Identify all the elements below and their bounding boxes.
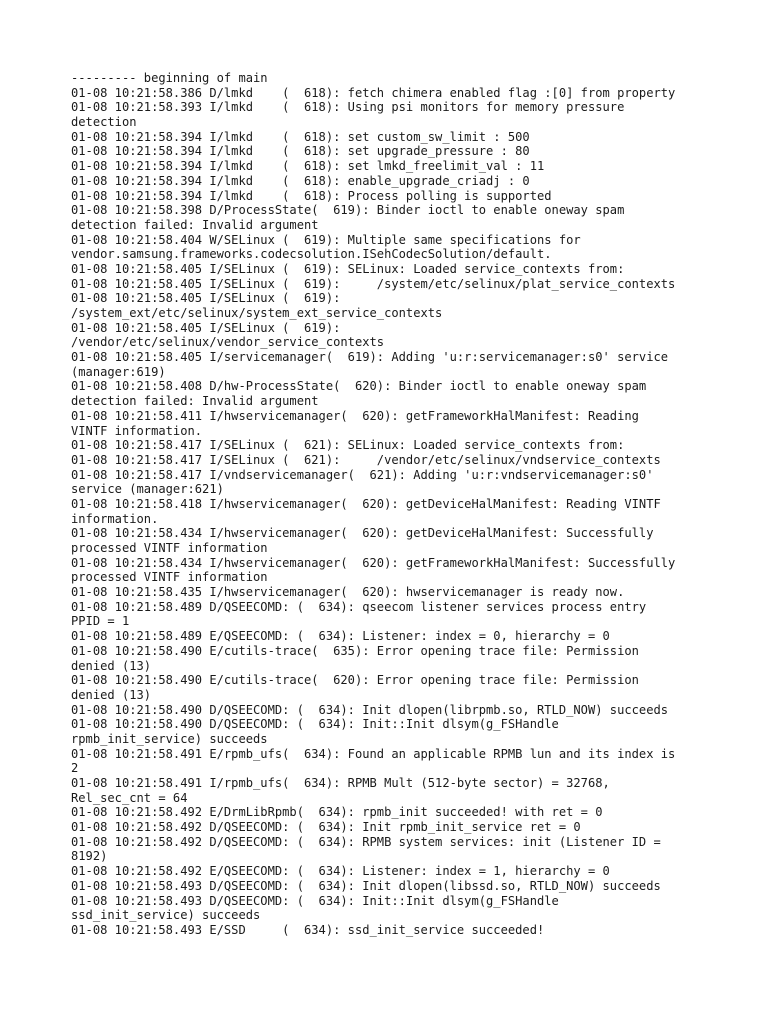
log-line: 01-08 10:21:58.417 I/SELinux ( 621): /vendor/etc/selinux/vndservice_contexts: [71, 452, 661, 467]
log-line: 01-08 10:21:58.386 D/lmkd ( 618): fetch chimera enabled flag :[0] from property: [71, 85, 676, 100]
log-line: vendor.samsung.frameworks.codecsolution.ISehCodecSolution/default.: [71, 247, 552, 262]
log-line: Rel_sec_cnt = 64: [71, 790, 188, 805]
log-line: detection failed: Invalid argument: [71, 217, 319, 232]
log-line: 01-08 10:21:58.493 D/QSEECOMD: ( 634): Init dlopen(libssd.so, RTLD_NOW) succeeds: [71, 878, 661, 893]
log-line: 01-08 10:21:58.408 D/hw-ProcessState( 620): Binder ioctl to enable oneway spam: [71, 379, 647, 394]
log-line: 01-08 10:21:58.492 E/DrmLibRpmb( 634): rpmb_init succeeded! with ret = 0: [71, 805, 603, 820]
log-line: 01-08 10:21:58.405 I/SELinux ( 619): /system/etc/selinux/plat_service_contexts: [71, 276, 676, 291]
log-line: processed VINTF information: [71, 541, 268, 555]
log-line: detection: [71, 115, 137, 130]
log-line: 01-08 10:21:58.394 I/lmkd ( 618): enable_upgrade_criadj : 0: [71, 173, 530, 188]
log-document: [71, 71, 711, 938]
log-line: 01-08 10:21:58.394 I/lmkd ( 618): set upgrade_pressure : 80: [71, 144, 530, 159]
log-line: (manager:619): [71, 364, 166, 379]
log-line: ssd_init_service) succeeds: [71, 908, 261, 923]
log-line: /system_ext/etc/selinux/system_ext_service_contexts: [71, 306, 443, 320]
log-line: 01-08 10:21:58.394 I/lmkd ( 618): Process polling is supported: [71, 188, 552, 203]
log-line: denied (13): [71, 687, 152, 702]
log-line: 01-08 10:21:58.398 D/ProcessState( 619): Binder ioctl to enable oneway spam: [71, 203, 625, 218]
log-line: 01-08 10:21:58.489 E/QSEECOMD: ( 634): Listener: index = 0, hierarchy = 0: [71, 629, 610, 644]
log-line: processed VINTF information: [71, 570, 268, 585]
log-line: 01-08 10:21:58.490 D/QSEECOMD: ( 634): Init::Init dlsym(g_FSHandle: [71, 717, 559, 732]
log-line: 01-08 10:21:58.491 E/rpmb_ufs( 634): Found an applicable RPMB lun and its index is: [71, 746, 676, 761]
log-line: 01-08 10:21:58.434 I/hwservicemanager( 620): getFrameworkHalManifest: Successfully: [71, 555, 676, 570]
log-line: 01-08 10:21:58.490 E/cutils-trace( 635): Error opening trace file: Permission: [71, 643, 639, 658]
log-line: --------- beginning of main: [71, 71, 268, 85]
log-line: PPID = 1: [71, 614, 130, 629]
log-line: 01-08 10:21:58.492 D/QSEECOMD: ( 634): Init rpmb_init_service ret = 0: [71, 820, 581, 835]
log-line: 01-08 10:21:58.411 I/hwservicemanager( 620): getFrameworkHalManifest: Reading: [71, 408, 639, 423]
log-line: service (manager:621): [71, 482, 224, 497]
log-line: 01-08 10:21:58.418 I/hwservicemanager( 620): getDeviceHalManifest: Reading VINTF: [71, 496, 661, 511]
log-line: 8192): [71, 849, 108, 864]
log-line: 01-08 10:21:58.405 I/SELinux ( 619): SELinux: Loaded service_contexts from:: [71, 261, 625, 276]
log-line: 01-08 10:21:58.489 D/QSEECOMD: ( 634): qseecom listener services process entry: [71, 599, 647, 614]
log-line: 01-08 10:21:58.404 W/SELinux ( 619): Multiple same specifications for: [71, 232, 581, 247]
log-line: rpmb_init_service) succeeds: [71, 731, 268, 746]
log-line: 01-08 10:21:58.435 I/hwservicemanager( 620): hwservicemanager is ready now.: [71, 585, 625, 600]
log-line: 01-08 10:21:58.417 I/SELinux ( 621): SELinux: Loaded service_contexts from:: [71, 438, 625, 453]
log-line: VINTF information.: [71, 423, 203, 438]
log-line: 01-08 10:21:58.434 I/hwservicemanager( 620): getDeviceHalManifest: Successfully: [71, 526, 654, 541]
log-line: 01-08 10:21:58.394 I/lmkd ( 618): set lmkd_freelimit_val : 11: [71, 159, 545, 174]
log-line: 01-08 10:21:58.394 I/lmkd ( 618): set custom_sw_limit : 500: [71, 129, 530, 144]
log-line: 01-08 10:21:58.405 I/SELinux ( 619):: [71, 320, 341, 335]
log-line: 01-08 10:21:58.405 I/SELinux ( 619):: [71, 291, 341, 306]
log-line: 01-08 10:21:58.492 E/QSEECOMD: ( 634): Listener: index = 1, hierarchy = 0: [71, 864, 610, 879]
log-line: information.: [71, 511, 159, 526]
log-line: 01-08 10:21:58.491 I/rpmb_ufs( 634): RPMB Mult (512-byte sector) = 32768,: [71, 776, 610, 790]
log-line: /vendor/etc/selinux/vendor_service_contexts: [71, 335, 385, 350]
log-line: 01-08 10:21:58.492 D/QSEECOMD: ( 634): RPMB system services: init (Listener ID =: [71, 834, 661, 849]
log-line: detection failed: Invalid argument: [71, 394, 319, 409]
log-line: 01-08 10:21:58.405 I/servicemanager( 619): Adding 'u:r:servicemanager:s0' service: [71, 350, 669, 365]
log-line: 01-08 10:21:58.490 E/cutils-trace( 620): Error opening trace file: Permission: [71, 673, 639, 688]
log-line: 01-08 10:21:58.493 E/SSD ( 634): ssd_init_service succeeded!: [71, 922, 545, 937]
log-line: 01-08 10:21:58.393 I/lmkd ( 618): Using psi monitors for memory pressure: [71, 100, 625, 115]
log-line: 01-08 10:21:58.493 D/QSEECOMD: ( 634): Init::Init dlsym(g_FSHandle: [71, 893, 559, 908]
log-line: 01-08 10:21:58.417 I/vndservicemanager( 621): Adding 'u:r:vndservicemanager:s0': [71, 467, 654, 482]
log-line: 2: [71, 761, 79, 776]
log-line: 01-08 10:21:58.490 D/QSEECOMD: ( 634): Init dlopen(librpmb.so, RTLD_NOW) succeeds: [71, 702, 669, 717]
log-line: denied (13): [71, 658, 152, 673]
